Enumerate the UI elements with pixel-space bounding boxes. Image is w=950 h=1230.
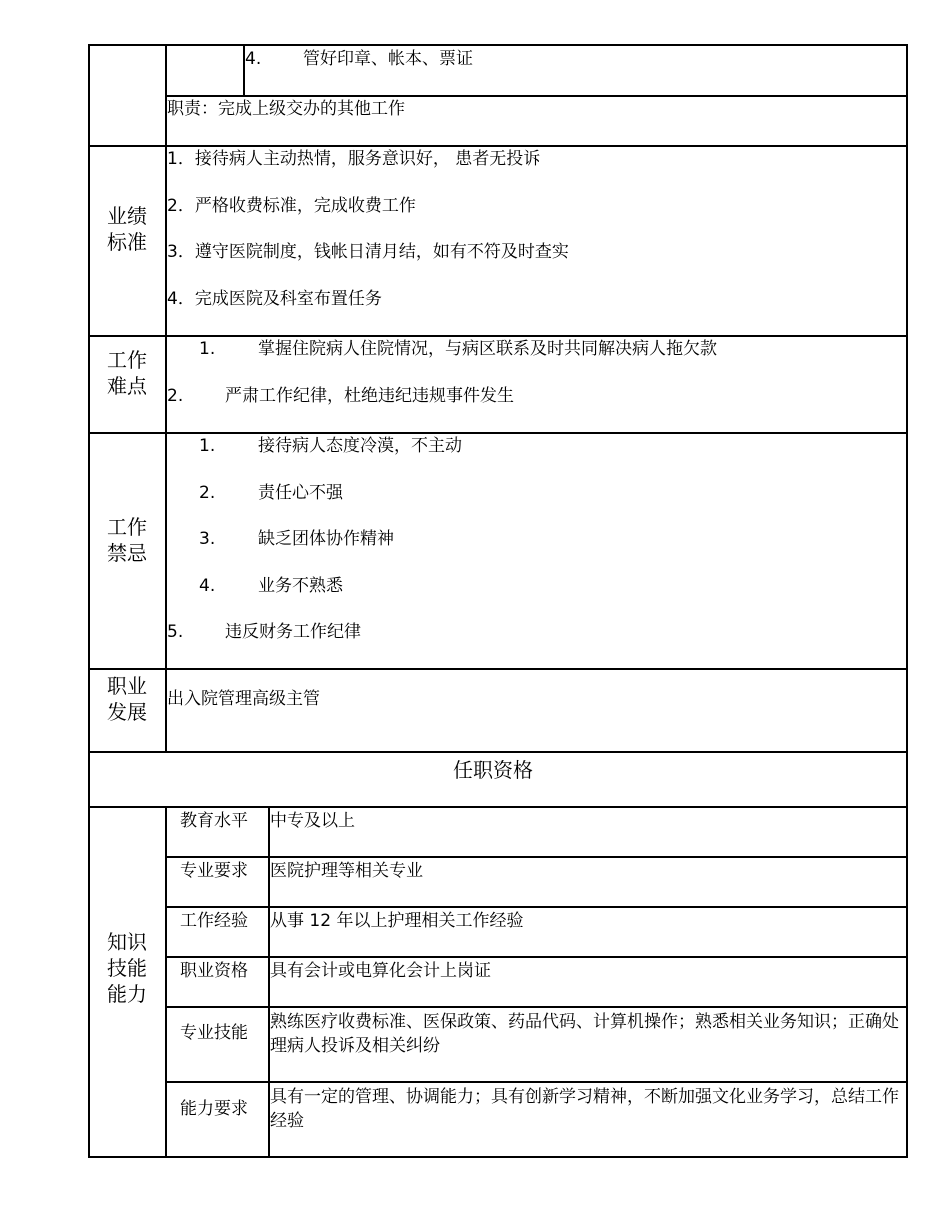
row-key: 教育水平	[180, 811, 248, 831]
list-item: 4．完成医院及科室布置任务	[167, 289, 382, 309]
border-top	[88, 44, 907, 46]
row-key: 职业资格	[180, 961, 248, 981]
list-number: 1.	[199, 339, 216, 359]
list-number: 1.	[199, 436, 216, 456]
border-bottom	[88, 1156, 907, 1158]
divider	[166, 95, 907, 97]
performance-label: 业绩 标准	[107, 204, 147, 254]
row-key: 专业技能	[180, 1023, 248, 1043]
list-item: 掌握住院病人住院情况，与病区联系及时共同解决病人拖欠款	[258, 339, 717, 359]
divider	[166, 956, 907, 958]
knowledge-label: 知识 技能 能力	[107, 930, 147, 1006]
list-item: 缺乏团体协作精神	[258, 529, 394, 549]
divider	[166, 906, 907, 908]
duty-text: 职责：完成上级交办的其他工作	[167, 99, 405, 119]
divider	[88, 668, 907, 670]
row-key: 专业要求	[180, 861, 248, 881]
row-value: 医院护理等相关专业	[270, 861, 423, 881]
divider	[166, 856, 907, 858]
row-value: 具有一定的管理、协调能力；具有创新学习精神，不断加强文化业务学习，总结工作经验	[270, 1087, 899, 1131]
row-value: 具有会计或电算化会计上岗证	[270, 961, 491, 981]
list-item: 3．遵守医院制度，钱帐日清月结，如有不符及时查实	[167, 242, 569, 262]
divider	[88, 335, 907, 337]
list-item: 业务不熟悉	[258, 576, 343, 596]
list-item: 管好印章、帐本、票证	[303, 49, 473, 69]
list-number: 4.	[245, 49, 262, 69]
list-number: 5.	[167, 622, 184, 642]
career-text: 出入院管理高级主管	[167, 689, 320, 709]
taboo-label: 工作 禁忌	[107, 515, 147, 565]
divider	[88, 145, 907, 147]
divider	[88, 432, 907, 434]
list-number: 2.	[167, 386, 184, 406]
divider	[88, 806, 907, 808]
row-key: 工作经验	[180, 911, 248, 931]
border-right	[906, 44, 908, 1158]
divider	[166, 1081, 907, 1083]
difficulty-label: 工作 难点	[107, 348, 147, 398]
divider	[166, 1006, 907, 1008]
border-left	[88, 44, 90, 1158]
row-value: 从事 12 年以上护理相关工作经验	[270, 911, 524, 931]
list-number: 3.	[199, 529, 216, 549]
divider	[88, 751, 907, 753]
list-item: 接待病人态度冷漠，不主动	[258, 436, 462, 456]
list-item: 责任心不强	[258, 483, 343, 503]
divider	[165, 806, 167, 1157]
list-number: 2.	[199, 483, 216, 503]
list-item: 2．严格收费标准，完成收费工作	[167, 196, 416, 216]
row-key: 能力要求	[180, 1099, 248, 1119]
career-label: 职业 发展	[107, 674, 147, 724]
section-title: 任职资格	[453, 758, 533, 782]
list-item: 严肃工作纪律，杜绝违纪违规事件发生	[225, 386, 514, 406]
row-value: 熟练医疗收费标准、医保政策、药品代码、计算机操作；熟悉相关业务知识；正确处理病人投诉及相关纠纷	[270, 1012, 899, 1056]
list-item: 违反财务工作纪律	[225, 622, 361, 642]
list-number: 4.	[199, 576, 216, 596]
list-item: 1．接待病人主动热情，服务意识好， 患者无投诉	[167, 149, 541, 169]
row-value: 中专及以上	[270, 811, 355, 831]
